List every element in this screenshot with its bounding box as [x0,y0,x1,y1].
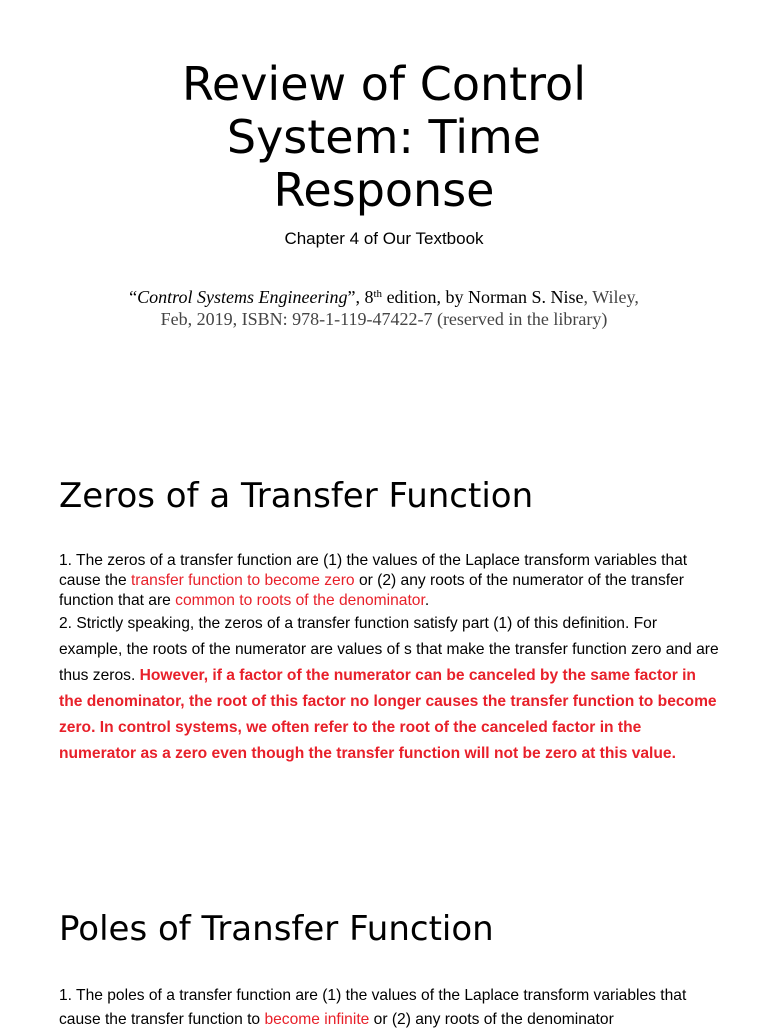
citation-close-quote: ”, 8 [347,287,374,307]
zeros-p2-text-c: . [91,719,100,736]
page-title [0,58,768,217]
title-line-1: Review of Control [182,57,586,111]
poles-p1-highlight: become infinite [264,1011,370,1028]
textbook-citation [100,286,668,330]
citation-publisher: , Wiley, [583,287,639,307]
zeros-p2-highlight-1: However, if a factor of the numerator can be canceled by the same factor in the denominator, the root of this factor no longer causes the transfer function to become zero [59,667,717,736]
citation-isbn-line: Feb, 2019, ISBN: 978-1-119-47422-7 (reserved in the library) [160,309,608,329]
zeros-heading: Zeros of a Transfer Function [59,476,534,516]
zeros-p2-text-a: 2. Strictly speaking, the zeros of a transfer function satisfy part (1) of this definition. For example, the roots of the numerator are values of s that make the transfer function zero and are thus zeros. [59,615,719,684]
title-line-2: System: Time [226,110,542,164]
zeros-paragraph-2 [59,611,719,767]
zeros-paragraph-1 [59,551,719,611]
subtitle: Chapter 4 of Our Textbook [284,229,484,248]
citation-author: edition, by Norman S. Nise [382,287,584,307]
zeros-p2-highlight-2: In control systems, we often refer to the root of the canceled factor in the numerator as a zero even though the transfer function will not be zero at this value. [59,719,676,762]
zeros-p1-highlight-1: transfer function to become zero [130,572,355,589]
poles-p1-text-a: 1. The poles of a transfer function are (1) the values of the Laplace transform variables that cause the transfer function to [59,987,687,1028]
citation-open-quote: “ [129,287,138,307]
zeros-p1-text-a: 1. The zeros of a transfer function are (1) the values of the Laplace transform variables that cause the [59,552,688,589]
citation-book-title: Control Systems Engineering [137,287,348,307]
title-line-3: Response [273,163,495,217]
zeros-p1-text-c: or (2) any roots of the numerator of the transfer function that are [59,572,684,609]
poles-heading: Poles of Transfer Function [59,909,494,949]
zeros-p1-highlight-2: common to roots of the denominator [175,592,425,609]
poles-paragraph-1 [59,984,719,1032]
citation-edition-sup: th [373,288,383,300]
poles-p1-text-c: or (2) any roots of the denominator [369,1011,614,1028]
zeros-p1-text-e: . [424,592,430,609]
